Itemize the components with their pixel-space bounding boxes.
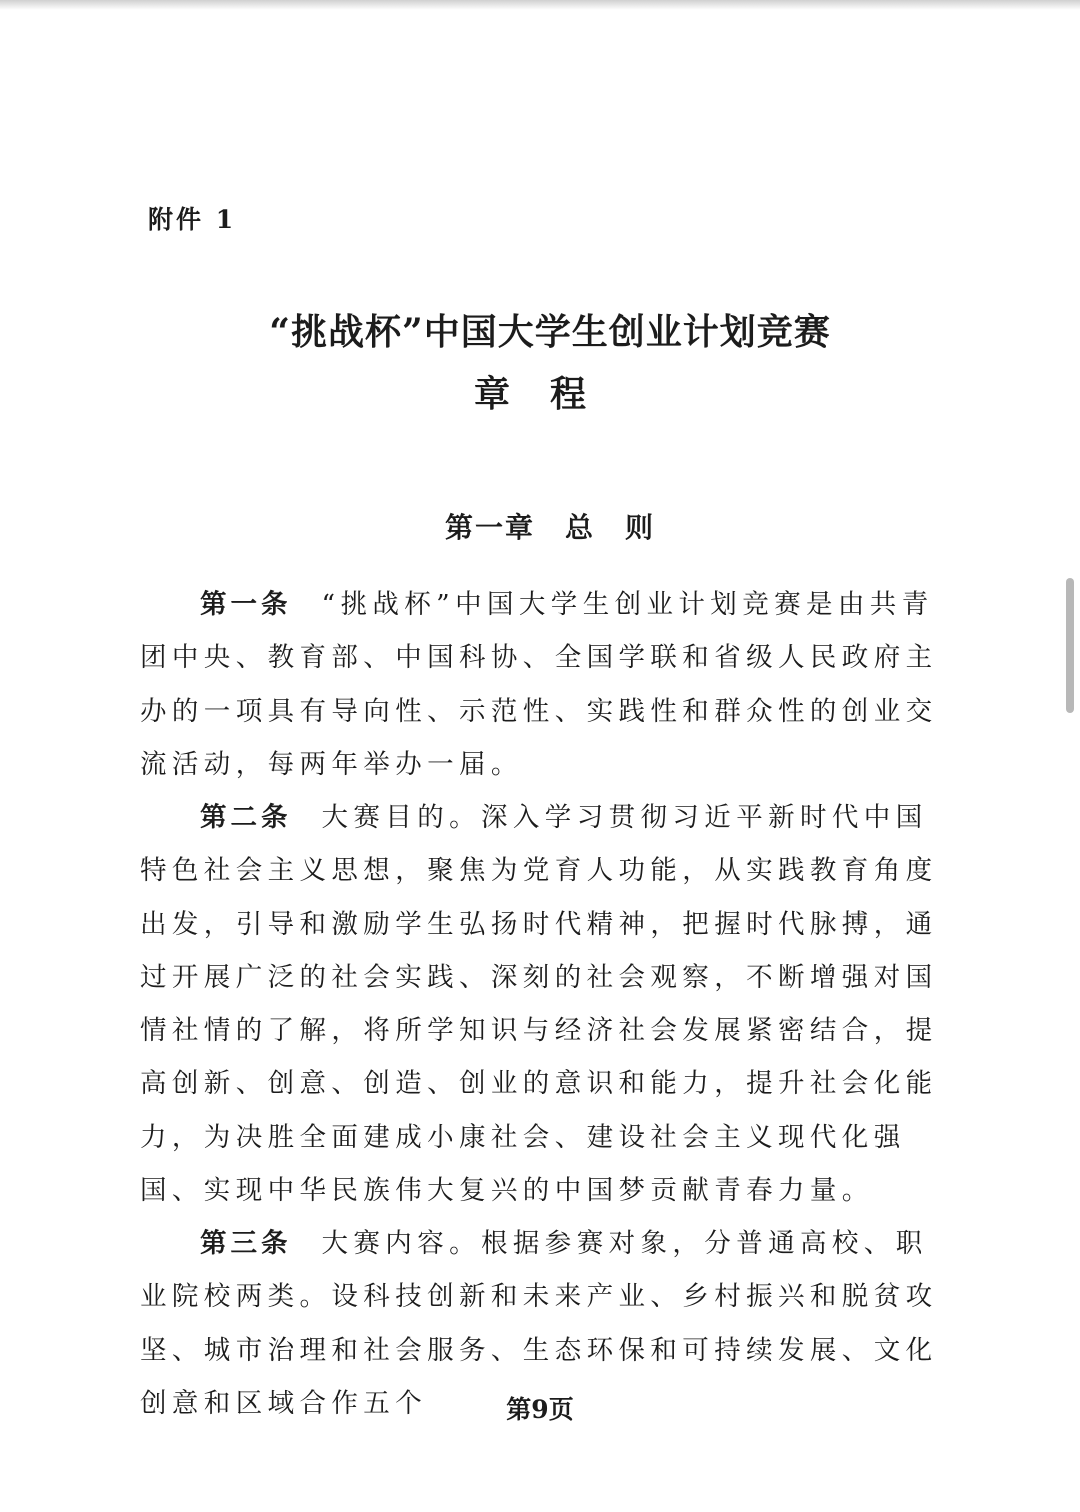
article-2 <box>140 791 952 1217</box>
scrollbar-thumb[interactable] <box>1066 578 1074 713</box>
attachment-label: 附件 1 <box>148 205 237 234</box>
article-1 <box>140 578 952 791</box>
article-label: 第三条 <box>200 1228 292 1259</box>
page-number: 第9页 <box>506 1395 574 1424</box>
top-edge-shadow <box>0 0 1080 10</box>
document-subtitle: 章程 <box>473 373 626 415</box>
article-label: 第一条 <box>200 589 292 620</box>
article-label: 第二条 <box>200 802 292 833</box>
article-text: 大赛内容。根据参赛对象，分普通高校、职业院校两类。设科技创新和未来产业、乡村振兴和脱贫攻坚、城市治理和社会服务、生态环保和可持续发展、文化创意和区域合作五个 <box>140 1228 938 1419</box>
article-text: “挑战杯”中国大学生创业计划竞赛是由共青团中央、教育部、中国科协、全国学联和省级人民政府主办的一项具有导向性、示范性、实践性和群众性的创业交流活动，每两年举办一届。 <box>140 589 938 780</box>
chapter-heading: 第一章 总 则 <box>444 511 655 544</box>
document-title: “挑战杯”中国大学生创业计划竞赛 <box>269 311 831 353</box>
article-text: 大赛目的。深入学习贯彻习近平新时代中国特色社会主义思想，聚焦为党育人功能，从实践教育角度出发，引导和激励学生弘扬时代精神，把握时代脉搏，通过开展广泛的社会实践、深刻的社会观察，不断增强对国情社情的了解，将所学知识与经济社会发展紧密结合，提高创新、创意、创造、创业的意识和能力，提升社会化能力，为决胜全面建成小康社会、建设社会主义现代化强国、实现中华民族伟大复兴的中国梦贡献青春力量。 <box>140 802 938 1207</box>
